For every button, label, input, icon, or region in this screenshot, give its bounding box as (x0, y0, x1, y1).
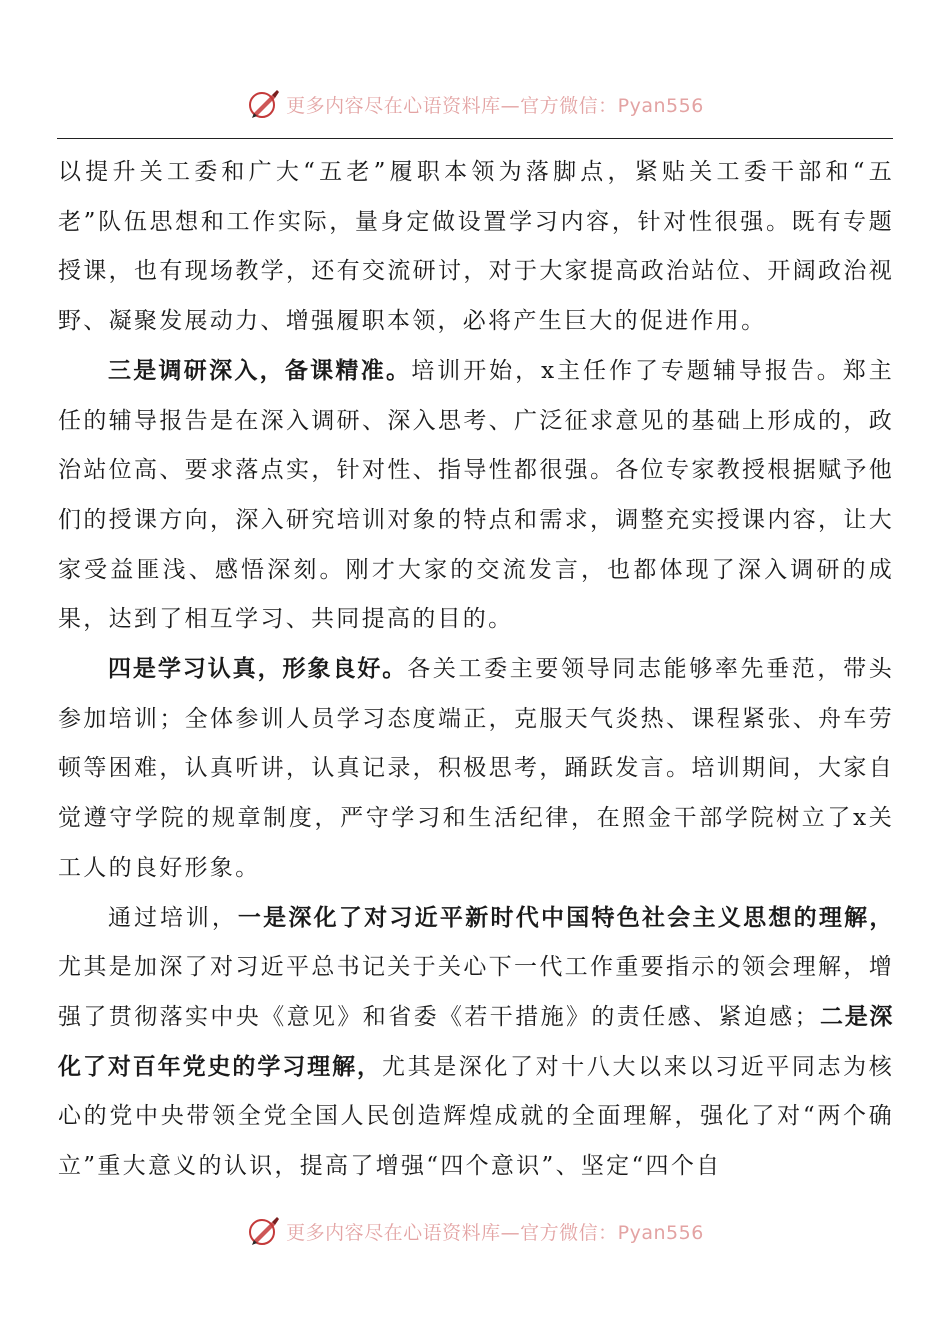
footer-banner (0, 1211, 950, 1251)
header-divider (57, 138, 893, 139)
footer-banner-text: 更多内容尽在心语资料库—官方微信：Pyan556 (286, 1221, 704, 1244)
paragraph-1 (58, 148, 894, 347)
paragraph-1-text: 以提升关工委和广大“五老”履职本领为落脚点，紧贴关工委干部和“五老”队伍思想和工作实际，量身定做设置学习内容，针对性很强。既有专题授课，也有现场教学，还有交流研讨，对于大家提高政治站位、开阔政治视野、凝聚发展动力、增强履职本领，必将产生巨大的促进作用。 (58, 159, 894, 335)
paragraph-3-lead: 四是学习认真，形象良好。 (108, 656, 408, 683)
pen-logo-icon (246, 87, 280, 121)
header-banner (0, 84, 950, 124)
paragraph-2 (58, 347, 894, 645)
pen-logo-icon (246, 1214, 280, 1248)
paragraph-4 (58, 894, 894, 1192)
paragraph-2-lead: 三是调研深入，备课精准。 (108, 357, 412, 384)
paragraph-2-text: 培训开始，x主任作了专题辅导报告。郑主任的辅导报告是在深入调研、深入思考、广泛征求意见的基础上形成的，政治站位高、要求落点实，针对性、指导性都很强。各位专家教授根据赋予他们的授课方向，深入研究培训对象的特点和需求，调整充实授课内容，让大家受益匪浅、感悟深刻。刚才大家的交流发言，也都体现了深入调研的成果，达到了相互学习、共同提高的目的。 (58, 357, 894, 633)
paragraph-3-text: 各关工委主要领导同志能够率先垂范，带头参加培训；全体参训人员学习态度端正，克服天气炎热、课程紧张、舟车劳顿等困难，认真听讲，认真记录，积极思考，踊跃发言。培训期间，大家自觉遵守学院的规章制度，严守学习和生活纪律，在照金干部学院树立了x关工人的良好形象。 (58, 656, 895, 881)
header-banner-text: 更多内容尽在心语资料库—官方微信：Pyan556 (286, 94, 704, 117)
paragraph-3 (58, 645, 894, 894)
paragraph-4-text-1: 尤其是加深了对习近平总书记关于关心下一代工作重要指示的领会理解，增强了贯彻落实中央《意见》和省委《若干措施》的责任感、紧迫感； (58, 954, 894, 1030)
paragraph-4-bold-2: 二是深化了对百年党史的学习理解， (58, 1003, 894, 1080)
paragraph-4-bold-1: 一是深化了对习近平新时代中国特色社会主义思想的理解， (237, 904, 895, 931)
paragraph-4-intro: 通过培训， (108, 904, 238, 931)
paragraph-4-text-2: 尤其是深化了对十八大以来以习近平同志为核心的党中央带领全党全国人民创造辉煌成就的全面理解，强化了对“两个确立”重大意义的认识，提高了增强“四个意识”、坚定“四个自 (58, 1053, 895, 1180)
document-body (58, 148, 894, 1192)
